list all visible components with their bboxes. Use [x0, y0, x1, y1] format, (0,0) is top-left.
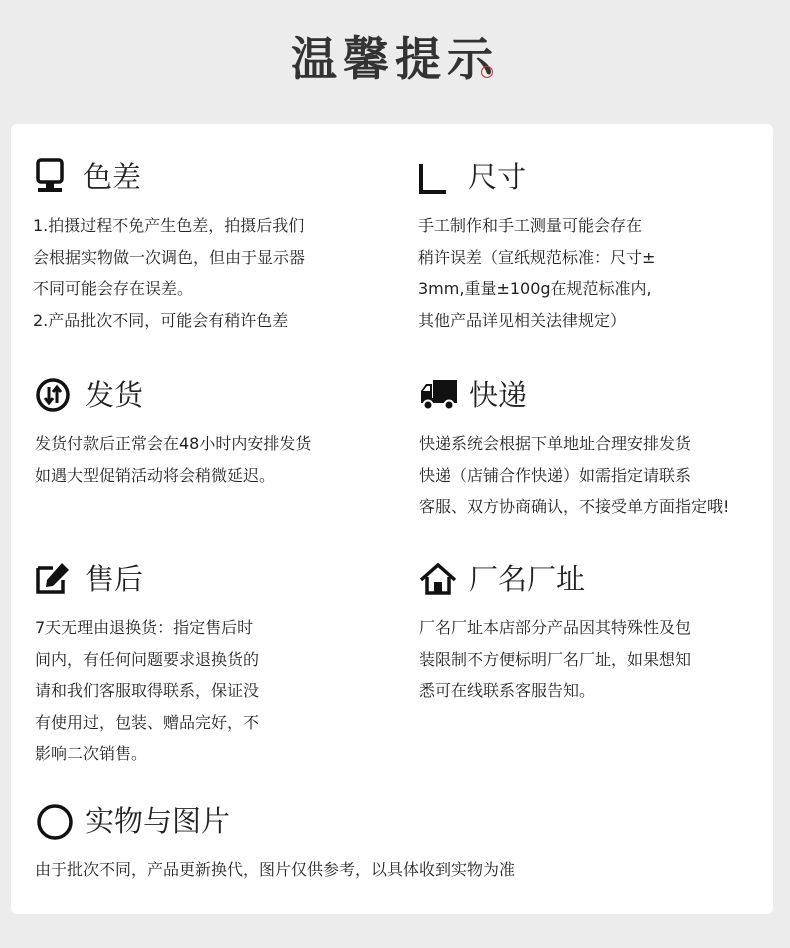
text-line: 7天无理由退换货：指定售后时	[35, 618, 254, 637]
ruler-corner-icon	[418, 158, 456, 196]
text-line: 有使用过，包装、赠品完好，不	[35, 712, 260, 732]
section-title: 售后	[85, 562, 144, 596]
text-line: 间内，有任何问题要求退换货的	[35, 649, 260, 669]
text-line: 请和我们客服取得联系，保证没	[35, 681, 260, 700]
section-express	[419, 376, 729, 523]
text-line: 快递（店铺合作快递）如需指定请联系	[419, 465, 692, 485]
text-line: 悉可在线联系客服告知。	[419, 681, 596, 700]
edit-icon	[35, 560, 73, 598]
text-line: 会根据实物做一次调色，但由于显示器	[33, 247, 306, 267]
circle-icon	[35, 802, 73, 840]
text-line: 1.拍摄过程不免产生色差，拍摄后我们	[33, 216, 305, 235]
decorative-dot	[481, 66, 493, 78]
text-line: 快递系统会根据下单地址合理安排发货	[419, 434, 692, 453]
section-real-photo	[35, 802, 515, 886]
text-line: 发货付款后正常会在48小时内安排发货	[35, 434, 312, 453]
section-after-sales	[35, 560, 259, 770]
section-title: 厂名厂址	[469, 562, 586, 596]
text-line: 厂名厂址本店部分产品因其特殊性及包	[419, 618, 692, 637]
text-line: 稍许误差（宣纸规范标准：尺寸±	[418, 247, 656, 267]
section-title: 快递	[469, 378, 528, 412]
page-title: 温馨提示	[291, 32, 499, 86]
text-line: 手工制作和手工测量可能会存在	[418, 216, 643, 235]
monitor-icon	[33, 158, 71, 196]
text-line: 如遇大型促销活动将会稍微延迟。	[35, 465, 276, 485]
section-title: 发货	[85, 378, 144, 412]
section-factory-info	[419, 560, 691, 707]
text-line: 由于批次不同，产品更新换代，图片仅供参考，以具体收到实物为准	[35, 860, 516, 879]
text-line: 装限制不方便标明厂名厂址，如果想知	[419, 649, 692, 669]
section-title: 色差	[83, 160, 142, 194]
section-size	[418, 158, 655, 336]
text-line: 其他产品详见相关法律规定）	[418, 310, 627, 330]
text-line: 影响二次销售。	[35, 744, 148, 763]
section-color-difference	[33, 158, 305, 336]
home-icon	[419, 560, 457, 598]
text-line: 3mm,重量±100g在规范标准内,	[418, 279, 652, 298]
notice-card	[11, 124, 773, 914]
truck-icon	[419, 376, 457, 414]
section-title: 实物与图片	[85, 804, 231, 838]
text-line: 不同可能会存在误差。	[33, 279, 194, 298]
text-line: 2.产品批次不同，可能会有稍许色差	[33, 310, 289, 330]
text-line: 客服、双方协商确认，不接受单方面指定哦!	[419, 497, 730, 516]
section-title: 尺寸	[468, 160, 527, 194]
section-shipping	[35, 376, 311, 491]
sync-arrows-icon	[35, 376, 73, 414]
